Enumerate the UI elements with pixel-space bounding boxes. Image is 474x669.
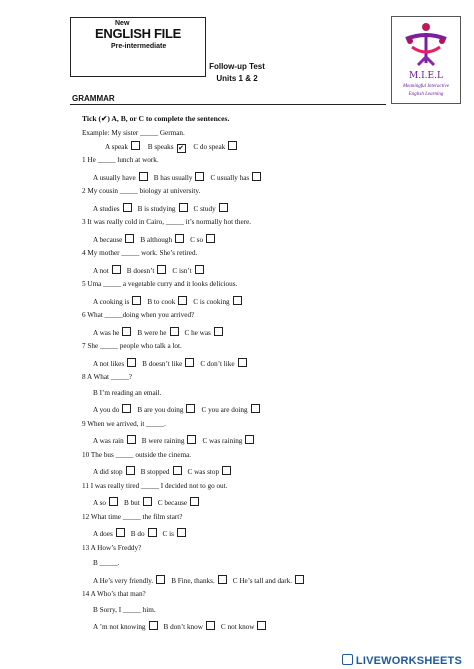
question-stem: 4 My mother _____ work. She’s retired. (82, 249, 198, 257)
question-stem: 6 What _____doing when you arrived? (82, 311, 195, 319)
option-b-checkbox[interactable] (195, 172, 204, 181)
question-stem: 3 It was really cold in Cairo, _____ it’s normally hot there. (82, 218, 252, 226)
miel-logo-name: M.I.E.L (409, 71, 443, 81)
section-heading: GRAMMAR (72, 94, 115, 103)
example-stem: Example: My sister _____ German. (82, 129, 185, 137)
option-c-checkbox[interactable] (295, 575, 304, 584)
option-b-label: B although (140, 235, 173, 244)
option-c-label: C He’s tall and dark. (232, 576, 293, 585)
course-logo-new: New (115, 20, 130, 27)
instruction: Tick (✔) A, B, or C to complete the sentences. (82, 114, 230, 123)
option-a-checkbox[interactable] (122, 327, 131, 336)
question-options (93, 327, 229, 337)
option-b-checkbox[interactable] (179, 203, 188, 212)
question-options (93, 528, 192, 538)
option-b-checkbox[interactable] (143, 497, 152, 506)
option-a-checkbox[interactable] (109, 497, 118, 506)
option-a-checkbox[interactable] (127, 358, 136, 367)
question-stem: 2 My cousin _____ biology at university. (82, 187, 201, 195)
option-a-label: A does (93, 530, 113, 538)
option-a-label: A cooking is (93, 297, 130, 306)
question-stem: 1 He _____ lunch at work. (82, 156, 159, 164)
course-logo-title: ENGLISH FILE (95, 26, 181, 41)
question-stem: 13 A How’s Freddy? (82, 543, 142, 552)
option-a-label: A ’m not knowing (93, 623, 146, 631)
question-options (93, 234, 221, 244)
question-stem: 14 A Who’s that man? (82, 590, 146, 598)
option-b-label: B to cook (147, 297, 176, 306)
option-b-checkbox[interactable] (175, 234, 184, 243)
miel-logo-line1: Meaningful Interactive (403, 84, 449, 89)
option-a-checkbox[interactable] (116, 528, 125, 537)
option-c-label: C because (157, 499, 188, 507)
example-option-b: B speaks (147, 143, 174, 151)
option-b-label: B doesn’t (126, 266, 155, 275)
example-options (105, 141, 243, 153)
option-c-checkbox[interactable] (219, 203, 228, 212)
option-c-checkbox[interactable] (195, 265, 204, 274)
option-a-checkbox[interactable] (123, 203, 132, 212)
option-a-label: A studies (93, 204, 120, 213)
option-b-checkbox[interactable] (185, 358, 194, 367)
option-b-checkbox[interactable] (186, 404, 195, 413)
option-a-label: A you do (93, 406, 120, 414)
option-b-checkbox[interactable] (170, 327, 179, 336)
course-logo-level: Pre-intermediate (111, 43, 167, 50)
option-a-checkbox[interactable] (156, 575, 165, 584)
option-a-checkbox[interactable] (127, 435, 136, 444)
option-a-checkbox[interactable] (126, 466, 135, 475)
option-a-label: A not (93, 266, 109, 275)
option-a-label: A not likes (93, 359, 125, 368)
checkbox[interactable] (228, 141, 237, 150)
question-options (93, 203, 234, 213)
question-options (93, 621, 272, 631)
question-stem: 10 The bus _____ outside the cinema. (82, 450, 192, 459)
option-c-checkbox[interactable] (190, 497, 199, 506)
option-b-label: B Fine, thanks. (171, 576, 215, 585)
option-b-label: B is studying (137, 204, 176, 213)
question-options (93, 404, 266, 414)
option-c-checkbox[interactable] (245, 435, 254, 444)
option-c-label: C isn’t (172, 266, 192, 275)
option-c-checkbox[interactable] (251, 404, 260, 413)
question-stem-reply: B Sorry, I _____ him. (93, 605, 156, 614)
option-c-label: C is (162, 530, 174, 538)
option-c-label: C was stop (187, 468, 220, 476)
option-a-checkbox[interactable] (125, 234, 134, 243)
option-c-label: C was raining (202, 437, 243, 445)
option-c-checkbox[interactable] (214, 327, 223, 336)
question-stem: 5 Uma _____ a vegetable curry and it looks delicious. (82, 280, 238, 288)
option-a-label: A did stop (93, 468, 123, 476)
option-c-checkbox[interactable] (233, 296, 242, 305)
option-b-checkbox[interactable] (173, 466, 182, 475)
option-b-checkbox[interactable] (157, 265, 166, 274)
question-options (93, 466, 237, 476)
option-c-checkbox[interactable] (206, 234, 215, 243)
option-a-checkbox[interactable] (112, 265, 121, 274)
option-b-checkbox[interactable] (218, 575, 227, 584)
question-stem: 7 She _____ people who talk a lot. (82, 342, 182, 350)
option-c-label: C so (190, 235, 204, 244)
question-stem-reply: B _____. (93, 559, 120, 567)
option-a-label: A usually have (93, 173, 136, 182)
option-c-label: C not know (220, 623, 255, 631)
option-b-label: B do (130, 530, 145, 538)
option-b-checkbox[interactable] (178, 296, 187, 305)
option-c-label: C he was (184, 328, 211, 337)
option-b-label: B doesn’t like (142, 359, 183, 368)
test-subtitle: Units 1 & 2 (216, 74, 258, 83)
question-options (93, 575, 310, 585)
option-c-checkbox[interactable] (222, 466, 231, 475)
option-c-label: C don’t like (200, 359, 235, 368)
test-title: Follow-up Test (209, 62, 265, 71)
miel-logo-line2: English Learning (408, 92, 444, 97)
option-a-checkbox[interactable] (139, 172, 148, 181)
option-b-checkbox[interactable] (148, 528, 157, 537)
option-c-checkbox[interactable] (177, 528, 186, 537)
question-options (93, 172, 267, 182)
option-a-label: A so (93, 499, 106, 507)
question-stem: 11 I was really tired _____ I decided not to go out. (82, 481, 228, 490)
footer-brand[interactable] (342, 654, 462, 667)
footer-brand-text: LIVEWORKSHEETS (355, 655, 462, 667)
option-b-checkbox[interactable] (187, 435, 196, 444)
option-c-label: C usually has (210, 173, 250, 182)
example-option-c: C do speak (193, 143, 226, 151)
option-b-label: B but (123, 499, 140, 507)
option-a-checkbox[interactable] (149, 621, 158, 630)
option-b-label: B are you doing (137, 406, 184, 414)
option-c-label: C is cooking (193, 297, 230, 306)
option-b-checkbox[interactable] (206, 621, 215, 630)
option-a-label: A was rain (93, 437, 124, 445)
option-b-label: B has usually (153, 173, 193, 182)
question-options (93, 497, 205, 507)
option-c-checkbox[interactable] (252, 172, 261, 181)
option-b-label: B stopped (140, 468, 170, 476)
option-c-checkbox[interactable] (238, 358, 247, 367)
option-c-label: C you are doing (201, 406, 248, 414)
question-options (93, 296, 248, 306)
example-option-a: A speak (105, 143, 128, 151)
checkbox[interactable] (131, 141, 140, 150)
question-options (93, 358, 253, 368)
question-stem: 12 What time _____ the film start? (82, 512, 183, 521)
question-stem: 8 A What _____? (82, 373, 132, 381)
liveworksheets-icon (342, 654, 353, 665)
miel-logo (391, 16, 461, 104)
footer (0, 652, 474, 669)
miel-emblem-icon (392, 17, 460, 71)
option-a-checkbox[interactable] (122, 404, 131, 413)
option-b-label: B were he (137, 328, 167, 337)
option-a-label: A was he (93, 328, 120, 337)
section-divider (70, 104, 386, 105)
question-stem-reply: B I’m reading an email. (93, 388, 162, 397)
option-a-checkbox[interactable] (132, 296, 141, 305)
option-b-label: B don’t know (163, 623, 203, 631)
question-options (93, 265, 210, 275)
option-a-label: A He’s very friendly. (93, 576, 154, 585)
option-b-label: B were raining (141, 437, 185, 445)
question-options (93, 435, 260, 445)
option-a-label: A because (93, 235, 123, 244)
question-stem: 9 When we arrived, it _____. (82, 419, 166, 428)
option-c-checkbox[interactable] (257, 621, 266, 630)
option-c-label: C study (193, 204, 216, 213)
checkbox-ticked[interactable]: ✔ (178, 144, 184, 152)
